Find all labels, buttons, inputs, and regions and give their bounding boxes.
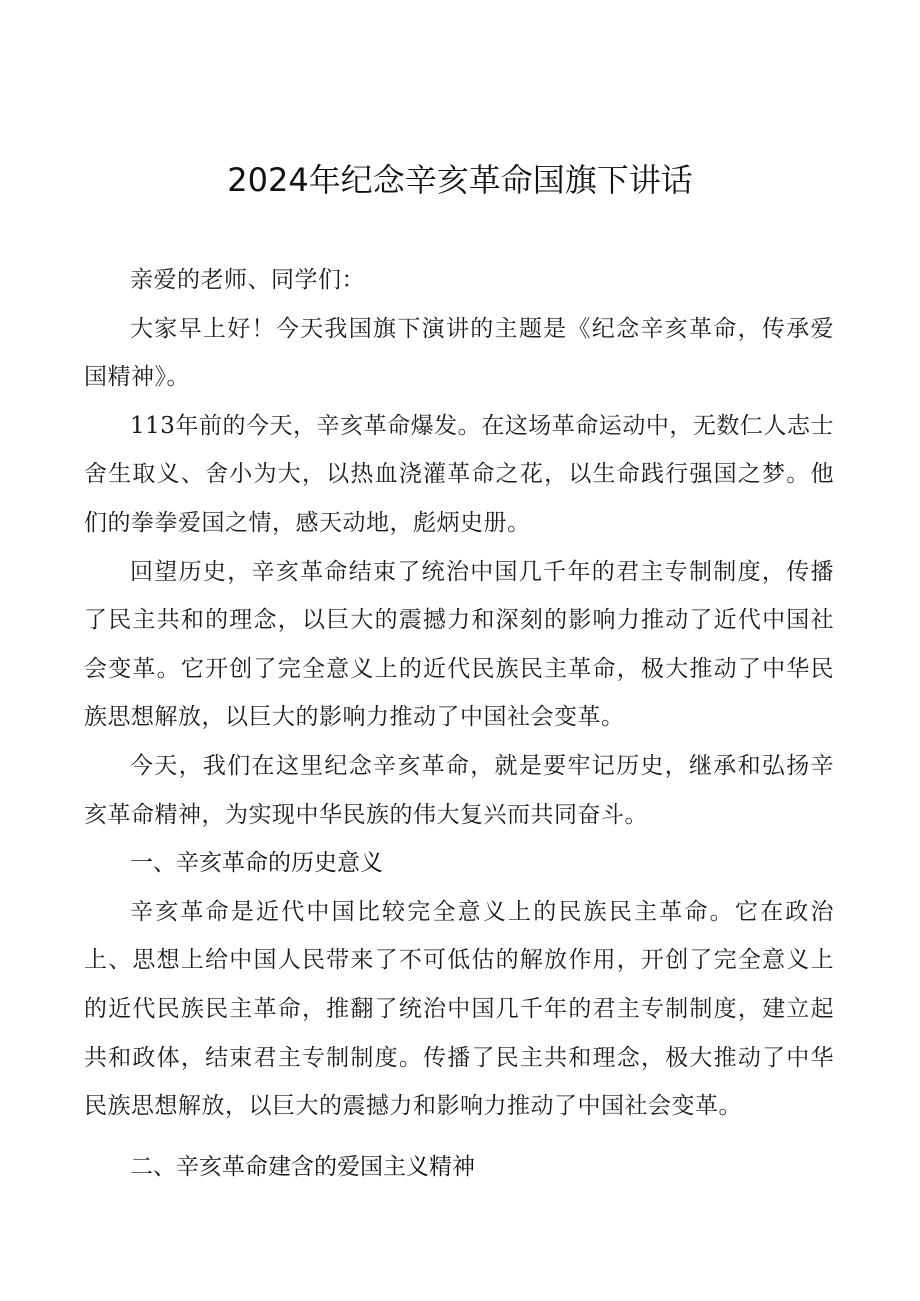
- section-heading-2: 二、辛亥革命建含的爱国主义精神: [130, 1153, 475, 1180]
- paragraph-today: 今天，我们在这里纪念辛亥革命，就是要牢记历史，继承和弘扬辛亥革命精神，为实现中华民族的伟大复兴而共同奋斗。: [84, 752, 834, 828]
- section-1-text: 辛亥革命是近代中国比较完全意义上的民族民主革命。它在政治上、思想上给中国人民带来了不可低估的解放作用，开创了完全意义上的近代民族民主革命，推翻了统治中国几千年的君主专制制度，建立起共和政体，结束君主专制制度。传播了民主共和理念，极大推动了中华民族思想解放，以巨大的震撼力和影响力推动了中国社会变革。: [84, 898, 834, 1120]
- section-heading-1: 一、辛亥革命的历史意义: [130, 850, 383, 877]
- paragraph-history: 113年前的今天，辛亥革命爆发。在这场革命运动中，无数仁人志士舍生取义、舍小为大，以热血浇灌革命之花，以生命践行强国之梦。他们的拳拳爱国之情，感天动地，彪炳史册。: [84, 412, 834, 536]
- paragraph-review: 回望历史，辛亥革命结束了统治中国几千年的君主专制制度，传播了民主共和的理念，以巨大的震撼力和深刻的影响力推动了近代中国社会变革。它开创了完全意义上的近代民族民主革命，极大推动了中华民族思想解放，以巨大的影响力推动了中国社会变革。: [84, 558, 834, 731]
- greeting: 亲爱的老师、同学们：: [130, 267, 365, 293]
- paragraph-intro: 大家早上好！今天我国旗下演讲的主题是《纪念辛亥革命，传承爱国精神》。: [84, 315, 834, 391]
- document-title: 2024年纪念辛亥革命国旗下讲话: [227, 161, 693, 199]
- document-body: [84, 256, 834, 1191]
